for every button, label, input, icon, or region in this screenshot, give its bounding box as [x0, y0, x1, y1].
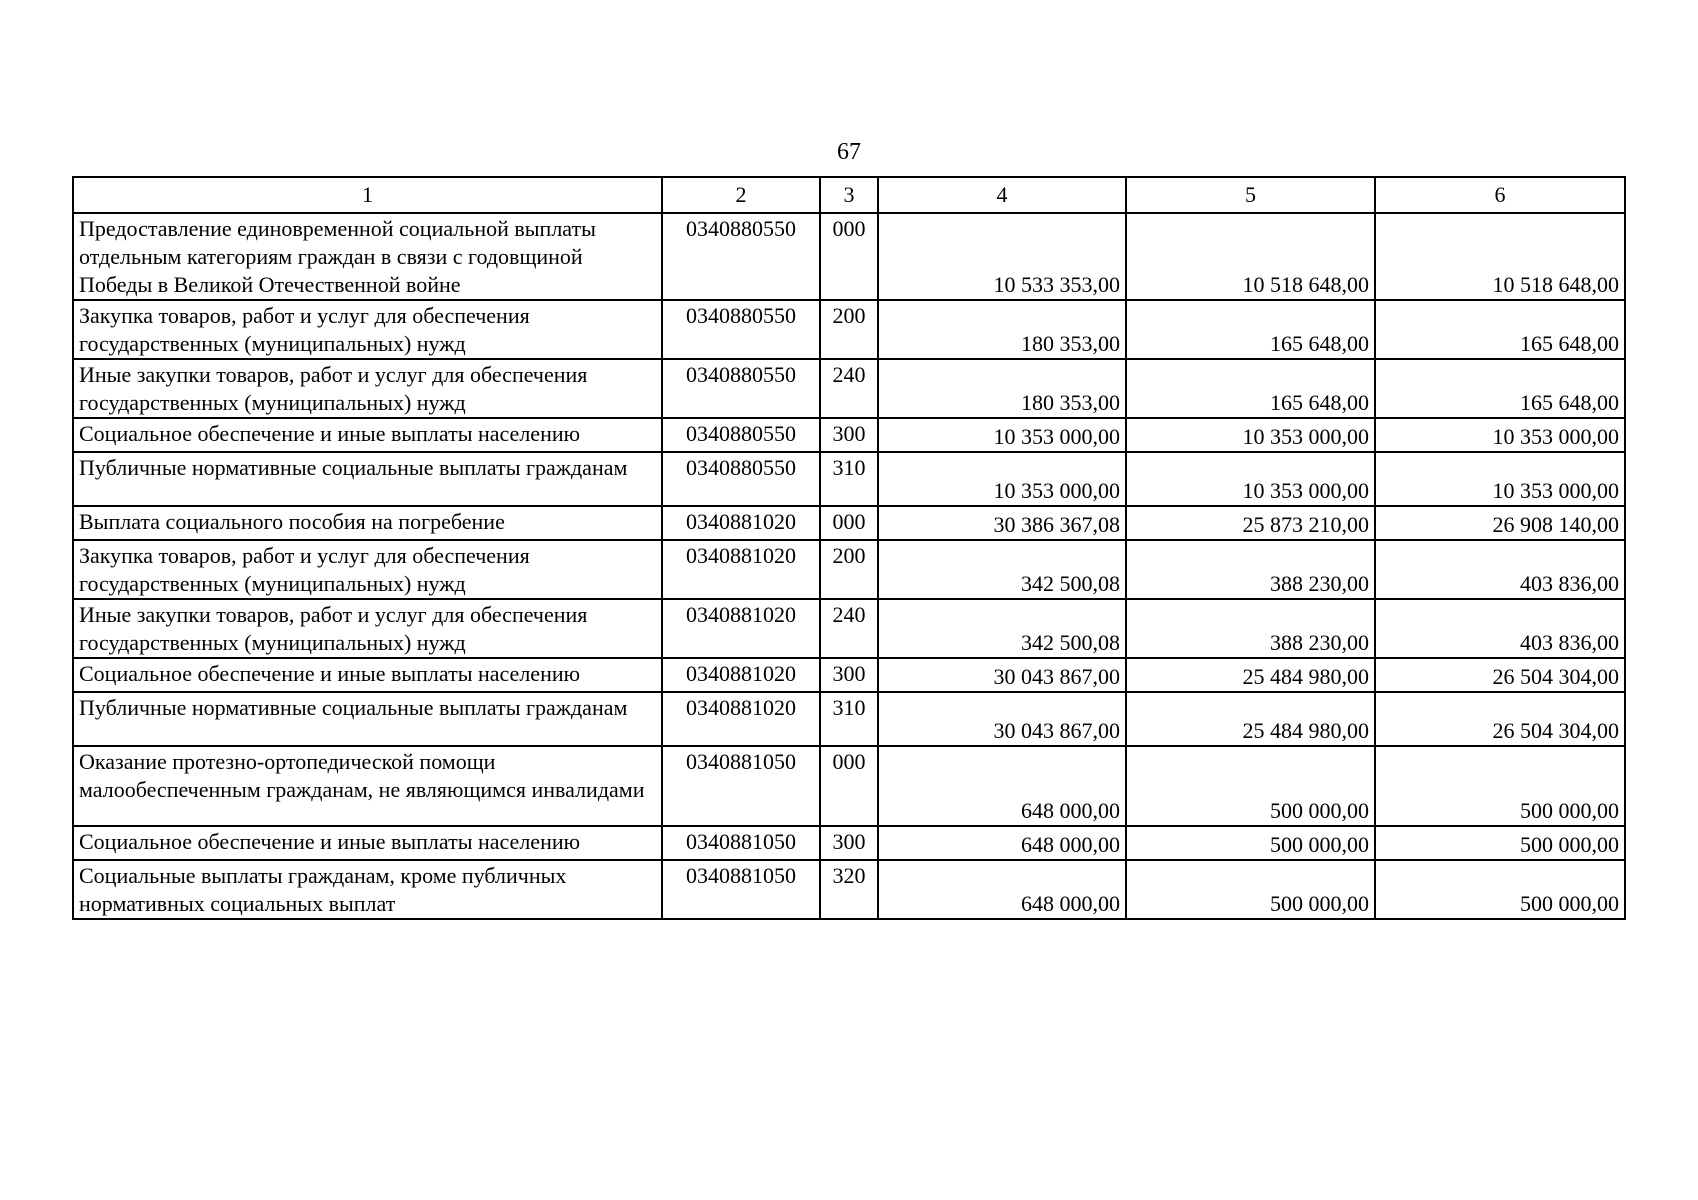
row-target-code: 0340880550 [662, 300, 820, 359]
row-name: Публичные нормативные социальные выплаты гражданам [73, 452, 662, 506]
row-name: Публичные нормативные социальные выплаты гражданам [73, 692, 662, 746]
row-amount-col5: 25 484 980,00 [1126, 658, 1375, 692]
row-expense-kind: 240 [820, 359, 878, 418]
row-amount-col6: 500 000,00 [1375, 746, 1625, 826]
row-expense-kind: 310 [820, 692, 878, 746]
row-amount-col4: 10 533 353,00 [878, 213, 1126, 300]
row-amount-col5: 165 648,00 [1126, 300, 1375, 359]
row-amount-col5: 388 230,00 [1126, 599, 1375, 658]
row-name: Оказание протезно-ортопедической помощи малообеспеченным гражданам, не являющимся инвалидами [73, 746, 662, 826]
row-target-code: 0340881020 [662, 692, 820, 746]
table-row [73, 540, 1625, 599]
row-amount-col4: 10 353 000,00 [878, 452, 1126, 506]
table-row [73, 452, 1625, 506]
row-amount-col4: 180 353,00 [878, 300, 1126, 359]
budget-table [72, 176, 1626, 920]
row-expense-kind: 200 [820, 300, 878, 359]
row-amount-col4: 342 500,08 [878, 540, 1126, 599]
row-name: Закупка товаров, работ и услуг для обеспечения государственных (муниципальных) нужд [73, 540, 662, 599]
row-amount-col6: 165 648,00 [1375, 300, 1625, 359]
table-row [73, 860, 1625, 919]
row-expense-kind: 310 [820, 452, 878, 506]
column-header-6: 6 [1375, 177, 1625, 213]
page-number: 67 [837, 139, 861, 165]
row-name: Выплата социального пособия на погребение [73, 506, 662, 540]
row-name: Социальное обеспечение и иные выплаты населению [73, 658, 662, 692]
row-name: Иные закупки товаров, работ и услуг для обеспечения государственных (муниципальных) нужд [73, 359, 662, 418]
row-target-code: 0340881020 [662, 658, 820, 692]
table-row [73, 826, 1625, 860]
column-header-1: 1 [73, 177, 662, 213]
table-row [73, 359, 1625, 418]
row-amount-col5: 500 000,00 [1126, 826, 1375, 860]
row-amount-col4: 648 000,00 [878, 746, 1126, 826]
table-row [73, 506, 1625, 540]
row-amount-col6: 403 836,00 [1375, 540, 1625, 599]
row-expense-kind: 000 [820, 506, 878, 540]
row-amount-col6: 10 353 000,00 [1375, 452, 1625, 506]
row-amount-col5: 25 873 210,00 [1126, 506, 1375, 540]
table-body [73, 213, 1625, 919]
row-amount-col6: 26 908 140,00 [1375, 506, 1625, 540]
row-target-code: 0340881050 [662, 746, 820, 826]
row-name: Социальные выплаты гражданам, кроме публичных нормативных социальных выплат [73, 860, 662, 919]
row-name: Социальное обеспечение и иные выплаты населению [73, 418, 662, 452]
column-header-4: 4 [878, 177, 1126, 213]
row-amount-col6: 403 836,00 [1375, 599, 1625, 658]
header-row [73, 177, 1625, 213]
table-row [73, 213, 1625, 300]
row-target-code: 0340881020 [662, 540, 820, 599]
row-amount-col5: 500 000,00 [1126, 746, 1375, 826]
table-row [73, 658, 1625, 692]
row-name: Социальное обеспечение и иные выплаты населению [73, 826, 662, 860]
row-amount-col4: 30 386 367,08 [878, 506, 1126, 540]
table-row [73, 746, 1625, 826]
row-amount-col6: 26 504 304,00 [1375, 658, 1625, 692]
row-amount-col4: 30 043 867,00 [878, 692, 1126, 746]
row-amount-col4: 648 000,00 [878, 860, 1126, 919]
row-target-code: 0340880550 [662, 213, 820, 300]
row-target-code: 0340880550 [662, 452, 820, 506]
column-header-5: 5 [1126, 177, 1375, 213]
table-row [73, 300, 1625, 359]
row-target-code: 0340881020 [662, 506, 820, 540]
row-name: Иные закупки товаров, работ и услуг для обеспечения государственных (муниципальных) нужд [73, 599, 662, 658]
row-amount-col6: 10 518 648,00 [1375, 213, 1625, 300]
row-amount-col5: 10 353 000,00 [1126, 452, 1375, 506]
row-expense-kind: 000 [820, 213, 878, 300]
column-header-2: 2 [662, 177, 820, 213]
row-expense-kind: 300 [820, 418, 878, 452]
row-expense-kind: 300 [820, 658, 878, 692]
row-amount-col5: 10 518 648,00 [1126, 213, 1375, 300]
row-target-code: 0340880550 [662, 359, 820, 418]
row-expense-kind: 300 [820, 826, 878, 860]
row-expense-kind: 320 [820, 860, 878, 919]
row-amount-col5: 500 000,00 [1126, 860, 1375, 919]
row-amount-col6: 500 000,00 [1375, 826, 1625, 860]
table-row [73, 599, 1625, 658]
row-target-code: 0340881050 [662, 826, 820, 860]
row-amount-col5: 10 353 000,00 [1126, 418, 1375, 452]
row-amount-col5: 388 230,00 [1126, 540, 1375, 599]
row-amount-col6: 165 648,00 [1375, 359, 1625, 418]
row-amount-col4: 180 353,00 [878, 359, 1126, 418]
row-amount-col6: 500 000,00 [1375, 860, 1625, 919]
table-row [73, 418, 1625, 452]
row-name: Предоставление единовременной социальной выплаты отдельным категориям граждан в связи с годовщиной Победы в Великой Отечественной войне [73, 213, 662, 300]
column-header-3: 3 [820, 177, 878, 213]
table-row [73, 692, 1625, 746]
row-target-code: 0340881020 [662, 599, 820, 658]
row-amount-col6: 26 504 304,00 [1375, 692, 1625, 746]
row-amount-col5: 25 484 980,00 [1126, 692, 1375, 746]
row-target-code: 0340881050 [662, 860, 820, 919]
row-expense-kind: 200 [820, 540, 878, 599]
row-amount-col4: 30 043 867,00 [878, 658, 1126, 692]
row-amount-col4: 648 000,00 [878, 826, 1126, 860]
row-amount-col4: 10 353 000,00 [878, 418, 1126, 452]
row-expense-kind: 240 [820, 599, 878, 658]
row-amount-col5: 165 648,00 [1126, 359, 1375, 418]
row-amount-col6: 10 353 000,00 [1375, 418, 1625, 452]
row-amount-col4: 342 500,08 [878, 599, 1126, 658]
row-name: Закупка товаров, работ и услуг для обеспечения государственных (муниципальных) нужд [73, 300, 662, 359]
table-header [73, 177, 1625, 213]
row-target-code: 0340880550 [662, 418, 820, 452]
row-expense-kind: 000 [820, 746, 878, 826]
